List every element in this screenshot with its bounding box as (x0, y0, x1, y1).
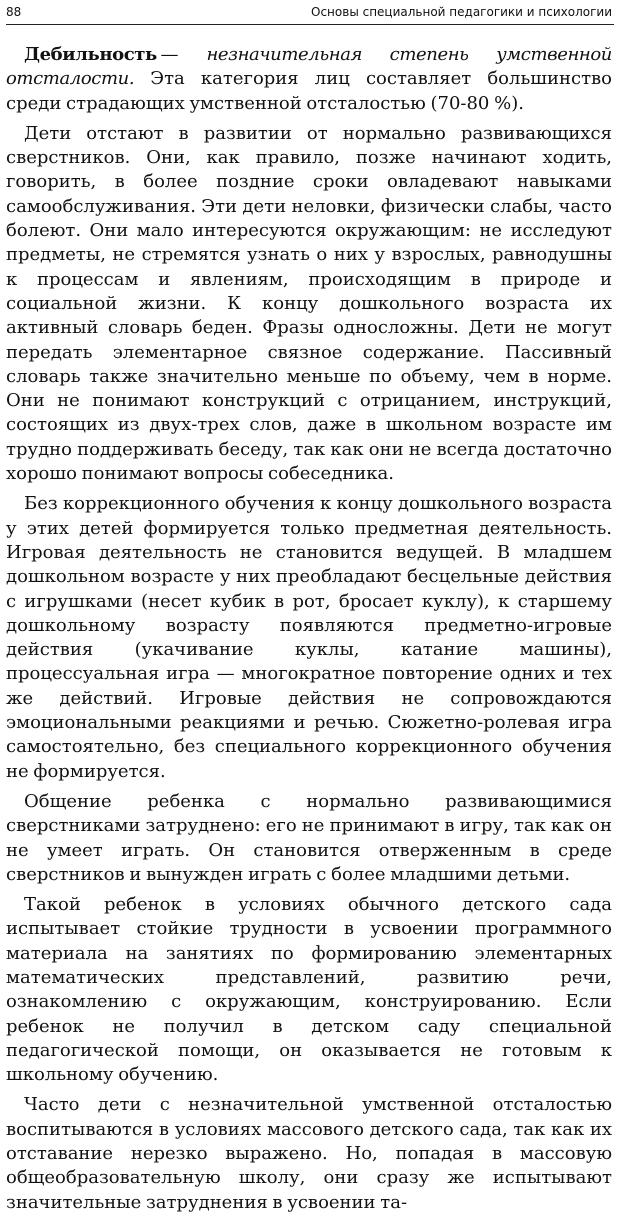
paragraph-development: Дети отстают в развитии от нормально развивающихся сверстников. Они, как правило, позже начинают ходить, говорить, в более поздние сроки овладевают навыками самообслуживания. Эти дети неловки, физически слабы, часто болеют. Они мало интересуются окружающим: не исследуют предметы, не стремятся узнать о них у взрослых, равнодушны к процессам и явлениям, происходящим в природе и социальной жизни. К концу дошкольного возраста их активный словарь беден. Фразы односложны. Дети не могут передать элементарное связное содержание. Пассивный словарь также значительно меньше по объему, чем в норме. Они не понимают конструкций с отрицанием, инструкций, состоящих из двух-трех слов, даже в школьном возрасте им трудно поддерживать беседу, так как они не всегда достаточно хорошо понимают вопросы собеседника. (6, 122, 612, 485)
term-dash: — (156, 44, 207, 65)
paragraph-kindergarten: Такой ребенок в условиях обычного детского сада испытывает стойкие трудности в усвоении программного материала на занятиях по формированию элементарных математических представлений, развитию речи, ознакомлению с окружающим, конструированию. Если ребенок не получил в детском саду специальной педагогической помощи, он оказывается не готовым к школьному обучению. (6, 894, 612, 1086)
term-debilnost: Дебильность (24, 44, 157, 65)
paragraph-1-rest: Эта категория лиц составляет большинство среди страдающих умственной отсталостью (70-80 %). (6, 68, 612, 114)
paragraph-play-activity: Без коррекционного обучения к концу дошкольного возраста у этих детей формируется только предметная деятельность. Игровая деятельность не становится ведущей. В младшем дошкольном возрасте у них преобладают бесцельные действия с игрушками (несет кубик в рот, бросает куклу), к старшему дошкольному возрасту появляются предметно-игровые действия (укачивание куклы, катание машины), процессуальная игра — многократное повторение одних и тех же действий. Игровые действия не сопровождаются эмоциональными реакциями и речью. Сюжетно-ролевая игра самостоятельно, без специального коррекционного обучения не формируется. (6, 493, 612, 782)
paragraph-peer-communication: Общение ребенка с нормально развивающимися сверстниками затруднено: его не принимают в игру, так как он не умеет играть. Он становится отверженным в среде сверстников и вынужден играть с более младшими детьми. (6, 790, 612, 885)
page-body (6, 43, 612, 1221)
term-definition: незначительная степень умственной отсталости. (6, 44, 612, 90)
paragraph-school: Часто дети с незначительной умственной отсталостью воспитываются в условиях массового детского сада, так как их отставание нерезко выражено. Но, попадая в массовую общеобразовательную школу, они сразу же испытывают значительные затруднения в усвоении та- (6, 1094, 612, 1213)
book-title: Основы специальной педагогики и психологии (311, 5, 612, 19)
running-header (6, 2, 614, 25)
paragraph-definition (6, 43, 612, 116)
page-number: 88 (6, 5, 22, 19)
